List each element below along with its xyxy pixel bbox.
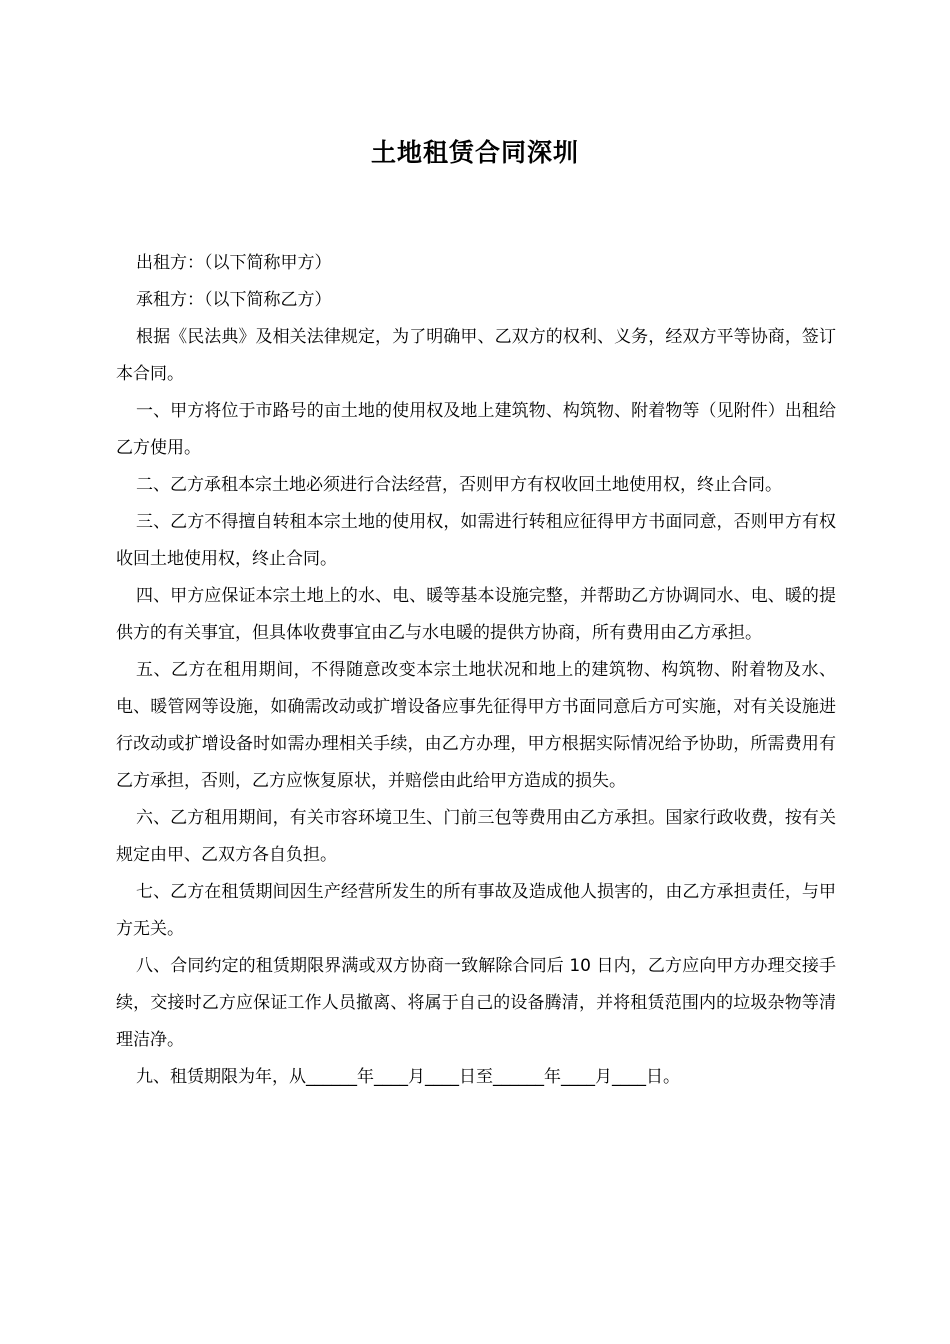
lessee-line: 承租方：（以下简称乙方）	[136, 290, 332, 310]
clause-3: 三、乙方不得擅自转租本宗土地的使用权，如需进行转租应征得甲方书面同意，否则甲方有权收回土地使用权，终止合同。	[116, 512, 836, 569]
clause-8: 八、合同约定的租赁期限界满或双方协商一致解除合同后 10 日内，乙方应向甲方办理交接手续，交接时乙方应保证工作人员撤离、将属于自己的设备腾清，并将租赁范围内的垃圾杂物等清理洁净。	[116, 956, 836, 1050]
clause-5: 五、乙方在租用期间，不得随意改变本宗土地状况和地上的建筑物、构筑物、附着物及水、电、暖管网等设施，如确需改动或扩增设备应事先征得甲方书面同意后方可实施，对有关设施进行改动或扩增设备时如需办理相关手续，由乙方办理，甲方根据实际情况给予协助，所需费用有乙方承担，否则，乙方应恢复原状，并赔偿由此给甲方造成的损失。	[116, 660, 836, 791]
lessor-line: 出租方：（以下简称甲方）	[136, 253, 332, 273]
clause-4: 四、甲方应保证本宗土地上的水、电、暖等基本设施完整，并帮助乙方协调同水、电、暖的提供方的有关事宜，但具体收费事宜由乙与水电暖的提供方协商，所有费用由乙方承担。	[116, 586, 836, 643]
clause-2: 二、乙方承租本宗土地必须进行合法经营，否则甲方有权收回土地使用权，终止合同。	[136, 475, 782, 495]
clause-7: 七、乙方在租赁期间因生产经营所发生的所有事故及造成他人损害的，由乙方承担责任，与甲方无关。	[116, 882, 836, 939]
clause-6: 六、乙方租用期间，有关市容环境卫生、门前三包等费用由乙方承担。国家行政收费，按有关规定由甲、乙双方各自负担。	[116, 808, 836, 865]
clause-1: 一、甲方将位于市路号的亩土地的使用权及地上建筑物、构筑物、附着物等（见附件）出租给乙方使用。	[116, 401, 836, 458]
clause-9: 九、租赁期限为年，从______年____月____日至______年____月____日。	[136, 1067, 680, 1087]
preamble-paragraph: 根据《民法典》及相关法律规定，为了明确甲、乙双方的权利、义务，经双方平等协商，签订本合同。	[116, 327, 836, 384]
document-title: 土地租赁合同深圳	[370, 138, 579, 167]
document-body	[116, 245, 836, 1096]
